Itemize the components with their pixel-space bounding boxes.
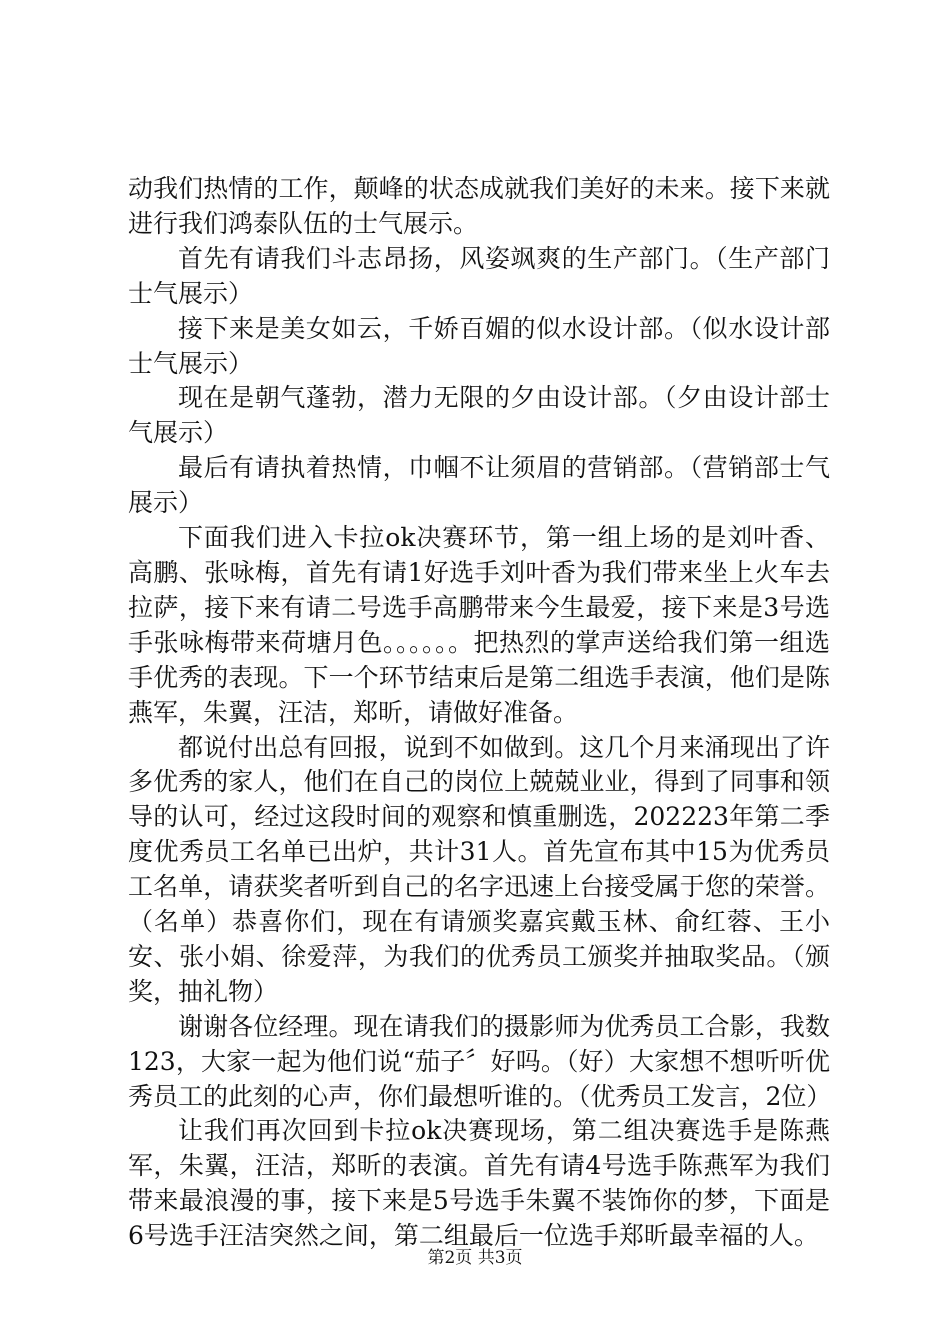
document-body	[128, 172, 830, 1254]
paragraph-1: 动我们热情的工作，颠峰的状态成就我们美好的未来。接下来就进行我们鸿泰队伍的士气展示。	[128, 174, 830, 238]
paragraph-8: 谢谢各位经理。现在请我们的摄影师为优秀员工合影，我数123，大家一起为他们说“茄子〞好吗。（好）大家想不想听听优秀员工的此刻的心声，你们最想听谁的。（优秀员工发言，2位）	[128, 1011, 832, 1111]
paragraph-5: 最后有请执着热情，巾帼不让须眉的营销部。（营销部士气展示）	[128, 453, 830, 518]
paragraph-3: 接下来是美女如云，千娇百媚的似水设计部。（似水设计部士气展示）	[128, 313, 830, 378]
paragraph-4: 现在是朝气蓬勃，潜力无限的夕由设计部。（夕由设计部士气展示）	[128, 383, 830, 448]
paragraph-7: 都说付出总有回报，说到不如做到。这几个月来涌现出了许多优秀的家人，他们在自己的岗位上兢兢业业，得到了同事和领导的认可，经过这段时间的观察和慎重删选，202223年第二季度优秀员工名单已出炉，共计31人。首先宣布其中15为优秀员工名单，请获奖者听到自己的名字迅速上台接受属于您的荣誉。（名单）恭喜你们，现在有请颁奖嘉宾戴玉林、俞红蓉、王小安、张小娟、徐爱萍，为我们的优秀员工颁奖并抽取奖品。（颁奖，抽礼物）	[128, 732, 830, 1006]
paragraph-9: 让我们再次回到卡拉ok决赛现场，第二组决赛选手是陈燕军，朱翼，汪洁，郑昕的表演。首先有请4号选手陈燕军为我们带来最浪漫的事，接下来是5号选手朱翼不装饰你的梦，下面是6号选手汪洁突然之间，第二组最后一位选手郑昕最幸福的人。	[128, 1116, 830, 1251]
page-footer: 第2页 共3页	[427, 1248, 523, 1268]
paragraph-2: 首先有请我们斗志昂扬，风姿飒爽的生产部门。（生产部门士气展示）	[128, 243, 830, 308]
paragraph-6: 下面我们进入卡拉ok决赛环节，第一组上场的是刘叶香、高鹏、张咏梅，首先有请1好选手刘叶香为我们带来坐上火车去拉萨，接下来有请二号选手高鹏带来今生最爱，接下来是3号选手张咏梅带来荷塘月色。。。。。。把热烈的掌声送给我们第一组选手优秀的表现。下一个环节结束后是第二组选手表演，他们是陈燕军，朱翼，汪洁，郑昕，请做好准备。	[128, 523, 830, 727]
